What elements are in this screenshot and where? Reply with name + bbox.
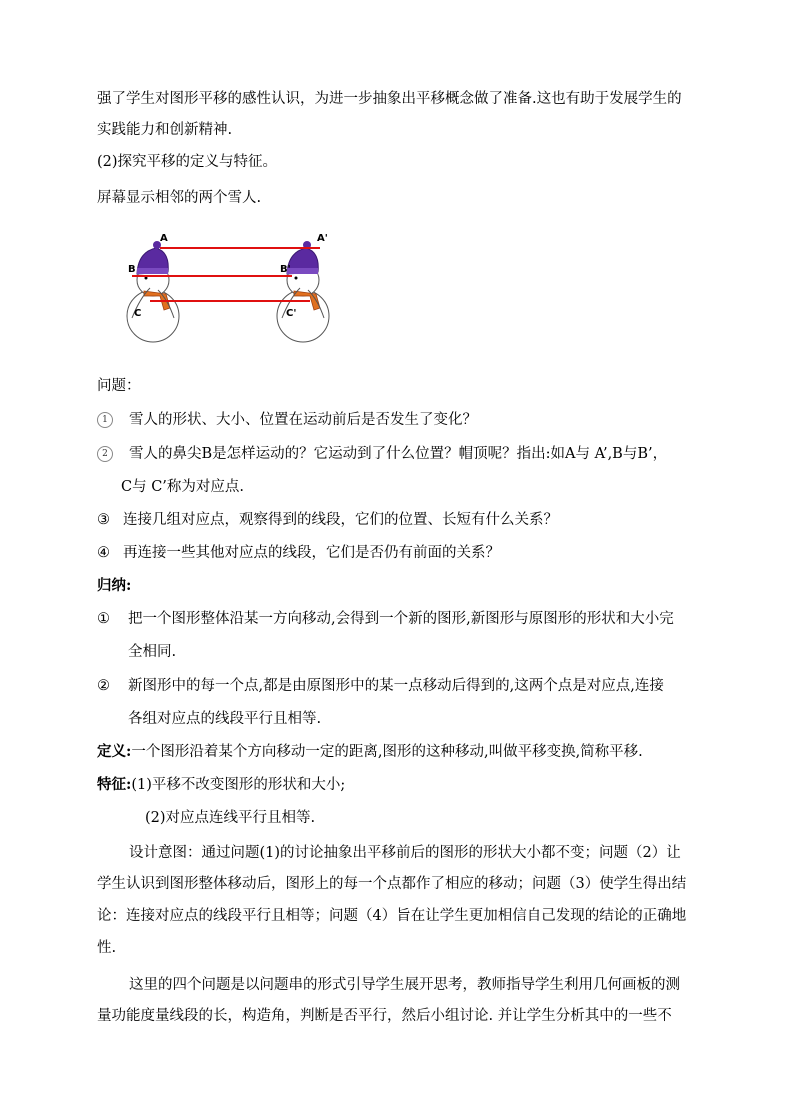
question-4 (97, 543, 500, 563)
question-3 (97, 510, 558, 530)
definition (97, 742, 643, 762)
label-B-prime: B' (280, 264, 291, 275)
design-line: 设计意图：通过问题(1)的讨论抽象出平移前后的图形的形状大小都不变；问题（2）让 (129, 845, 681, 861)
summary-marker: ② (97, 678, 110, 694)
question-marker: ③ (97, 512, 110, 528)
questions-heading: 问题： (97, 378, 141, 394)
question-2-continued: C与 C’称为对应点. (121, 479, 245, 495)
design-line: 性. (97, 940, 117, 956)
summary-marker: ① (97, 611, 110, 627)
section-subheading: (2)探究平移的定义与特征。 (97, 154, 278, 170)
label-C: C (134, 308, 142, 319)
feature-2: (2)对应点连线平行且相等. (145, 810, 316, 826)
closing-line: 这里的四个问题是以问题串的形式引导学生展开思考，教师指导学生利用几何画板的测 (129, 977, 680, 993)
question-marker: 2 (97, 446, 113, 462)
summary-item-2 (97, 676, 664, 696)
snowman-original (127, 241, 179, 342)
summary-item-2-continued: 各组对应点的线段平行且相等. (128, 711, 322, 727)
feature-text: (1)平移不改变图形的形状和大小; (131, 777, 346, 793)
question-text: 雪人的形状、大小、位置在运动前后是否发生了变化？ (129, 412, 477, 428)
features-label: 特征: (97, 776, 132, 793)
design-line: 学生认识到图形整体移动后，图形上的每一个点都作了相应的移动；问题（3）使学生得出结 (97, 876, 687, 892)
snowman-translation-figure (110, 228, 350, 346)
label-A-prime: A' (317, 233, 328, 244)
summary-text: 把一个图形整体沿某一方向移动,会得到一个新的图形,新图形与原图形的形状和大小完 (128, 611, 674, 627)
definition-text: 一个图形沿着某个方向移动一定的距离,图形的这种移动,叫做平移变换,简称平移. (131, 744, 643, 760)
summary-item-1 (97, 609, 674, 629)
question-1 (97, 410, 477, 430)
question-marker: 1 (97, 412, 113, 428)
question-text: 再连接一些其他对应点的线段，它们是否仍有前面的关系？ (123, 545, 500, 561)
summary-heading: 归纳: (97, 577, 132, 594)
question-2 (97, 444, 667, 464)
question-marker: ④ (97, 545, 110, 561)
paragraph-line: 实践能力和创新精神. (97, 122, 233, 138)
question-text: 连接几组对应点，观察得到的线段，它们的位置、长短有什么关系？ (123, 512, 558, 528)
label-B: B (128, 264, 136, 275)
feature-1 (97, 775, 345, 795)
summary-item-1-continued: 全相同. (128, 644, 177, 660)
label-C-prime: C' (286, 308, 297, 319)
paragraph-line: 屏幕显示相邻的两个雪人. (97, 190, 262, 206)
design-line: 论：连接对应点的线段平行且相等；问题（4）旨在让学生更加相信自己发现的结论的正确地 (97, 908, 687, 924)
summary-text: 新图形中的每一个点,都是由原图形中的某一点移动后得到的,这两个点是对应点,连接 (128, 678, 664, 694)
snowman-translated (277, 241, 329, 342)
closing-line: 量功能度量线段的长，构造角，判断是否平行，然后小组讨论. 并让学生分析其中的一些不 (97, 1008, 672, 1024)
paragraph-line: 强了学生对图形平移的感性认识，为进一步抽象出平移概念做了准备.这也有助于发展学生的 (97, 91, 682, 107)
definition-label: 定义: (97, 743, 132, 760)
label-A: A (160, 233, 168, 244)
question-text: 雪人的鼻尖B是怎样运动的？它运动到了什么位置？帽顶呢？指出:如A与 A’,B与B’， (129, 446, 668, 462)
